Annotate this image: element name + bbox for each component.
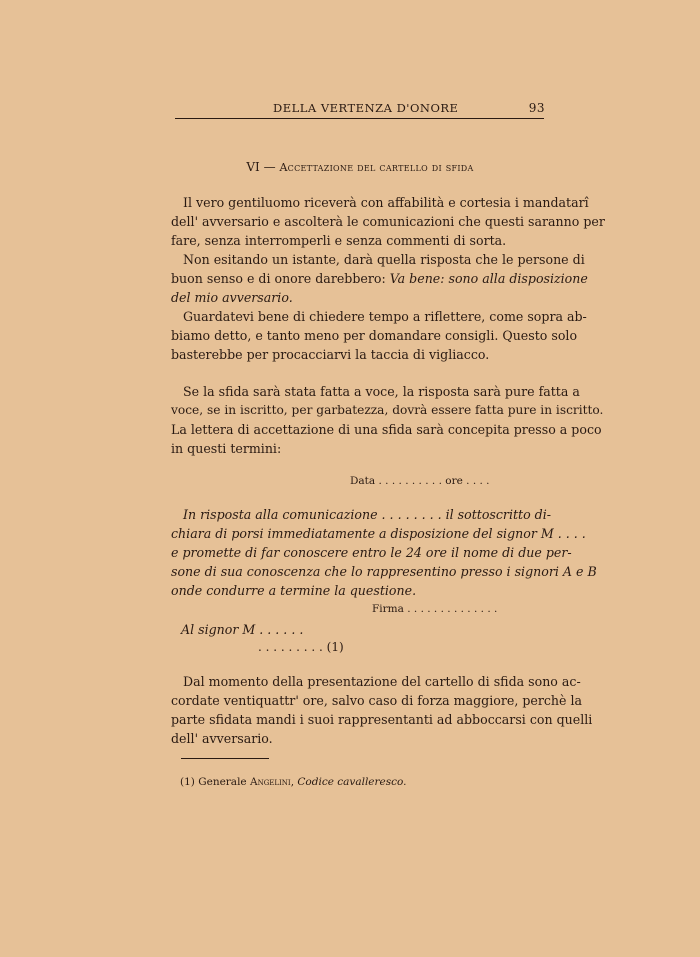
- text-line: Se la sfida sarà stata fatta a voce, la risposta sarà pure fatta a: [183, 384, 580, 399]
- text-line: basterebbe per procacciarvi la taccia di vigliacco.: [171, 347, 490, 362]
- text-line: dell' avversario.: [171, 731, 273, 746]
- letter-date-line: Data . . . . . . . . . . ore . . . .: [350, 475, 490, 487]
- letter-line: e promette di far conoscere entro le 24 ore il nome di due per-: [171, 545, 572, 560]
- italic-quote-line: del mio avversario.: [171, 290, 293, 305]
- footnote-work: Codice cavalleresco.: [297, 776, 407, 788]
- section-numeral: VI —: [246, 160, 280, 174]
- text-span: buon senso e di onore darebbero:: [171, 271, 386, 286]
- text-line: [171, 269, 588, 288]
- text-line: Dal momento della presentazione del cartello di sfida sono ac-: [183, 674, 581, 689]
- letter-signature-line: Firma . . . . . . . . . . . . . .: [372, 603, 498, 615]
- section-title: Accettazione del cartello di sfida: [279, 161, 474, 174]
- letter-addressee-dots: . . . . . . . . . (1): [258, 640, 344, 654]
- text-line: Guardatevi bene di chiedere tempo a riflettere, come sopra ab-: [183, 309, 587, 324]
- text-line: biamo detto, e tanto meno per domandare consigli. Questo solo: [171, 328, 578, 343]
- letter-line: In risposta alla comunicazione . . . . . . . . il sottoscritto di-: [183, 507, 552, 522]
- letter-line: onde condurre a termine la questione.: [171, 583, 417, 598]
- footnote-marker: (1) Generale: [180, 776, 250, 788]
- page-number: 93: [528, 101, 545, 115]
- text-line: fare, senza interromperli e senza commenti di sorta.: [171, 233, 507, 248]
- text-line: in questi termini:: [171, 441, 282, 456]
- footnote-author: Angelini,: [249, 776, 295, 788]
- text-line: dell' avversario e ascolterà le comunicazioni che questi saranno per: [171, 214, 605, 229]
- header-rule: [175, 118, 544, 119]
- text-line: Il vero gentiluomo riceverà con affabilità e cortesia i mandatarî: [183, 195, 589, 210]
- text-line: Non esitando un istante, darà quella risposta che le persone di: [183, 252, 585, 267]
- running-header: [175, 101, 545, 117]
- text-line: parte sfidata mandi i suoi rappresentanti ad abboccarsi con quelli: [171, 712, 593, 727]
- italic-quote: Va bene: sono alla disposizione: [389, 271, 588, 286]
- footnote-rule: [181, 758, 269, 759]
- section-heading: [175, 160, 545, 174]
- text-line: La lettera di accettazione di una sfida sarà concepita presso a poco: [171, 422, 602, 437]
- letter-line: chiara di porsi immediatamente a disposizione del signor M . . . .: [171, 526, 586, 541]
- running-title: DELLA VERTENZA D'ONORE: [273, 101, 459, 115]
- text-line: voce, se in iscritto, per garbatezza, dovrà essere fatta pure in iscritto.: [171, 403, 604, 417]
- letter-line: sone di sua conoscenza che lo rappresentino presso i signori A e B: [171, 564, 597, 579]
- letter-addressee: Al signor M . . . . . .: [181, 622, 304, 637]
- footnote: [180, 776, 407, 788]
- text-line: cordate ventiquattr' ore, salvo caso di forza maggiore, perchè la: [171, 693, 583, 708]
